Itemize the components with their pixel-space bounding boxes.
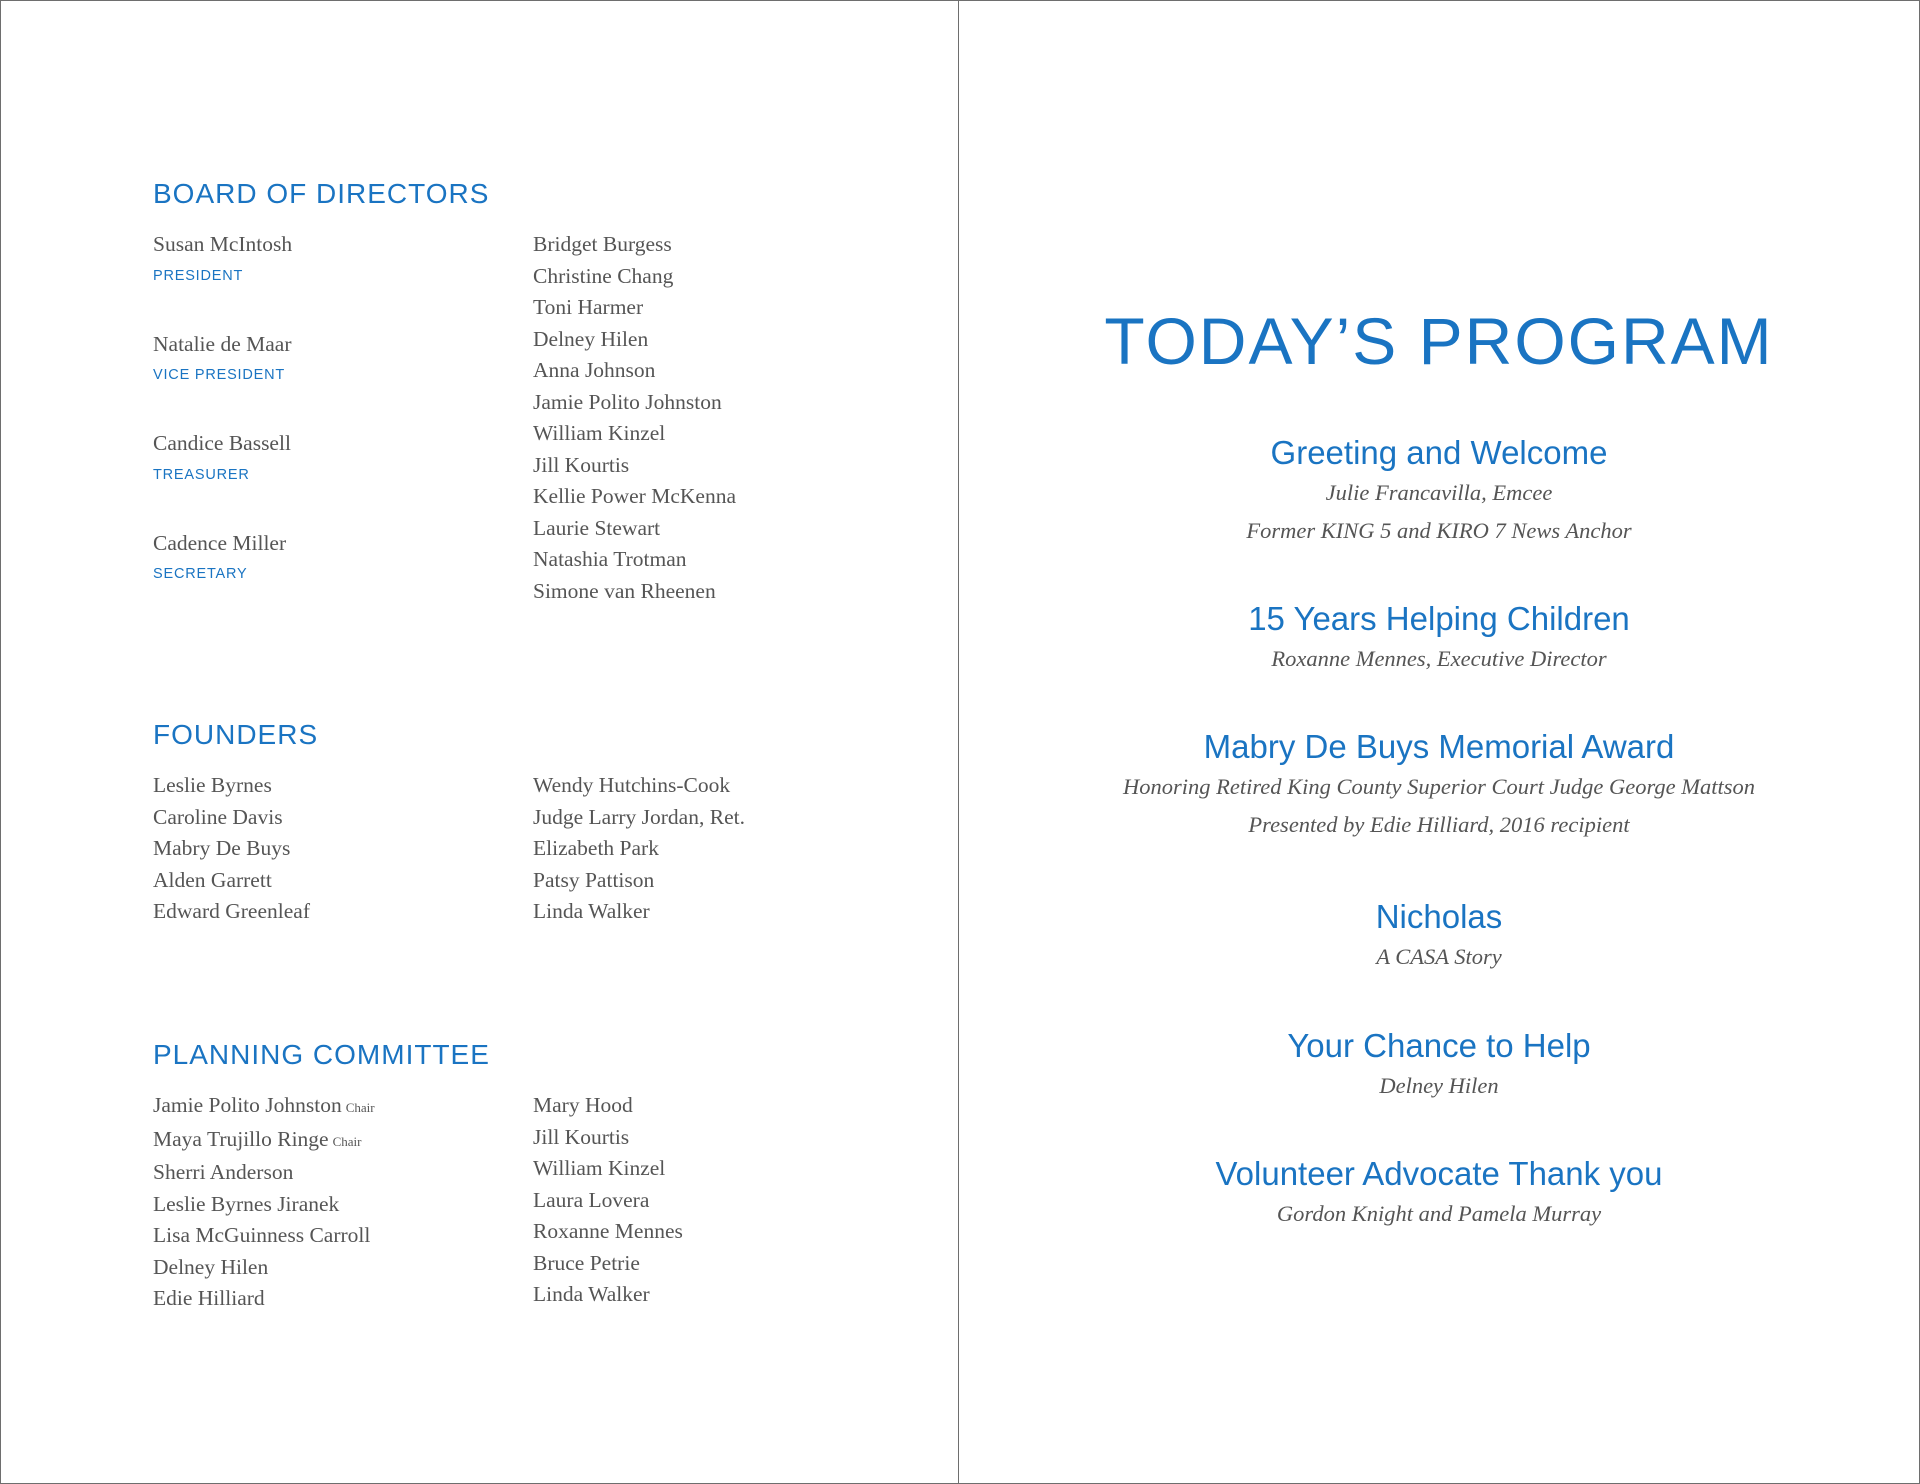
right-page xyxy=(959,1,1919,1483)
officer-entry xyxy=(153,528,533,586)
list-item: Mary Hood xyxy=(533,1093,633,1117)
member-name: Jamie Polito Johnston xyxy=(153,1093,342,1117)
program-item-line: Former KING 5 and KIRO 7 News Anchor xyxy=(1246,518,1632,543)
list-item: Kellie Power McKenna xyxy=(533,484,736,508)
program-item-chance-to-help xyxy=(959,1025,1919,1105)
officer-entry xyxy=(153,229,533,287)
list-item: Laurie Stewart xyxy=(533,515,661,540)
program-item-title: Mabry De Buys Memorial Award xyxy=(1203,728,1675,765)
list-item: Linda Walker xyxy=(533,1282,650,1306)
program-item-title: Volunteer Advocate Thank you xyxy=(1215,1155,1663,1192)
board-section xyxy=(153,177,893,603)
list-item: Bruce Petrie xyxy=(533,1250,640,1275)
list-item: Linda Walker xyxy=(533,899,650,923)
chair-tag: Chair xyxy=(345,1100,375,1115)
list-item: Leslie Byrnes xyxy=(153,773,272,797)
list-item: Mabry De Buys xyxy=(153,836,291,860)
list-item: Jill Kourtis xyxy=(533,1124,630,1149)
founders-heading: FOUNDERS xyxy=(153,719,319,750)
board-members xyxy=(533,229,893,607)
list-item: William Kinzel xyxy=(533,421,666,445)
officer-role: SECRETARY xyxy=(153,566,248,582)
founders-col-a xyxy=(153,770,533,928)
program-item-volunteer-thanks xyxy=(959,1153,1919,1233)
program-item-memorial-award xyxy=(959,726,1919,844)
list-item: Toni Harmer xyxy=(533,295,644,319)
program-item-line: Julie Francavilla, Emcee xyxy=(1325,480,1553,505)
founders-col-b xyxy=(533,770,893,928)
program-title: TODAY’S PROGRAM xyxy=(1104,304,1774,378)
program-item-line: Honoring Retired King County Superior Court Judge George Mattson xyxy=(1122,774,1756,799)
planning-col-a xyxy=(153,1090,533,1315)
program-item-title: Nicholas xyxy=(1375,898,1503,935)
list-item xyxy=(153,1124,533,1158)
program-item-line: A CASA Story xyxy=(1376,944,1502,969)
officer-name: Candice Bassell xyxy=(153,431,291,455)
list-item: Lisa McGuinness Carroll xyxy=(153,1223,371,1247)
program-item-line: Roxanne Mennes, Executive Director xyxy=(1271,646,1607,671)
planning-heading: PLANNING COMMITTEE xyxy=(153,1039,490,1070)
list-item: Natashia Trotman xyxy=(533,547,687,571)
board-heading: BOARD OF DIRECTORS xyxy=(153,178,490,209)
member-name: Maya Trujillo Ringe xyxy=(153,1126,329,1151)
officer-role: PRESIDENT xyxy=(153,267,244,284)
list-item: Roxanne Mennes xyxy=(533,1219,683,1243)
officer-entry xyxy=(153,428,533,486)
list-item: Jill Kourtis xyxy=(533,452,630,477)
list-item: William Kinzel xyxy=(533,1156,666,1180)
list-item: Bridget Burgess xyxy=(533,232,672,256)
founders-section xyxy=(153,718,893,923)
program-item-title: Your Chance to Help xyxy=(1287,1027,1591,1064)
list-item: Leslie Byrnes Jiranek xyxy=(153,1191,340,1216)
program-item-15-years xyxy=(959,598,1919,678)
list-item: Delney Hilen xyxy=(153,1254,269,1279)
planning-section xyxy=(153,1038,893,1310)
program-item-line: Delney Hilen xyxy=(1379,1073,1499,1098)
program-item-line: Gordon Knight and Pamela Murray xyxy=(1276,1201,1602,1226)
list-item: Sherri Anderson xyxy=(153,1160,294,1184)
program-item-greeting xyxy=(959,432,1919,550)
list-item: Simone van Rheenen xyxy=(533,578,716,603)
officer-role: TREASURER xyxy=(153,466,250,483)
list-item xyxy=(153,1090,533,1124)
officer-role: VICE PRESIDENT xyxy=(153,367,286,383)
list-item: Laura Lovera xyxy=(533,1187,650,1212)
list-item: Elizabeth Park xyxy=(533,836,659,860)
list-item: Patsy Pattison xyxy=(533,867,655,892)
program-item-line: Presented by Edie Hilliard, 2016 recipient xyxy=(1248,812,1630,837)
board-officers xyxy=(153,229,533,627)
list-item: Alden Garrett xyxy=(153,867,272,892)
list-item: Anna Johnson xyxy=(533,358,656,382)
list-item: Edward Greenleaf xyxy=(153,899,310,923)
list-item: Caroline Davis xyxy=(153,804,283,829)
list-item: Jamie Polito Johnston xyxy=(533,389,722,414)
list-item: Judge Larry Jordan, Ret. xyxy=(533,804,745,829)
program-item-title: 15 Years Helping Children xyxy=(1248,600,1630,637)
officer-name: Cadence Miller xyxy=(153,530,287,555)
list-item: Christine Chang xyxy=(533,263,674,288)
list-item: Wendy Hutchins-Cook xyxy=(533,773,731,797)
program-item-nicholas xyxy=(959,896,1919,976)
officer-entry xyxy=(153,329,533,387)
chair-tag: Chair xyxy=(332,1133,362,1149)
program-item-title: Greeting and Welcome xyxy=(1270,434,1608,471)
list-item: Delney Hilen xyxy=(533,326,649,351)
left-page xyxy=(1,1,958,1483)
officer-name: Susan McIntosh xyxy=(153,232,293,256)
planning-col-b xyxy=(533,1090,893,1311)
list-item: Edie Hilliard xyxy=(153,1286,265,1310)
officer-name: Natalie de Maar xyxy=(153,331,292,356)
